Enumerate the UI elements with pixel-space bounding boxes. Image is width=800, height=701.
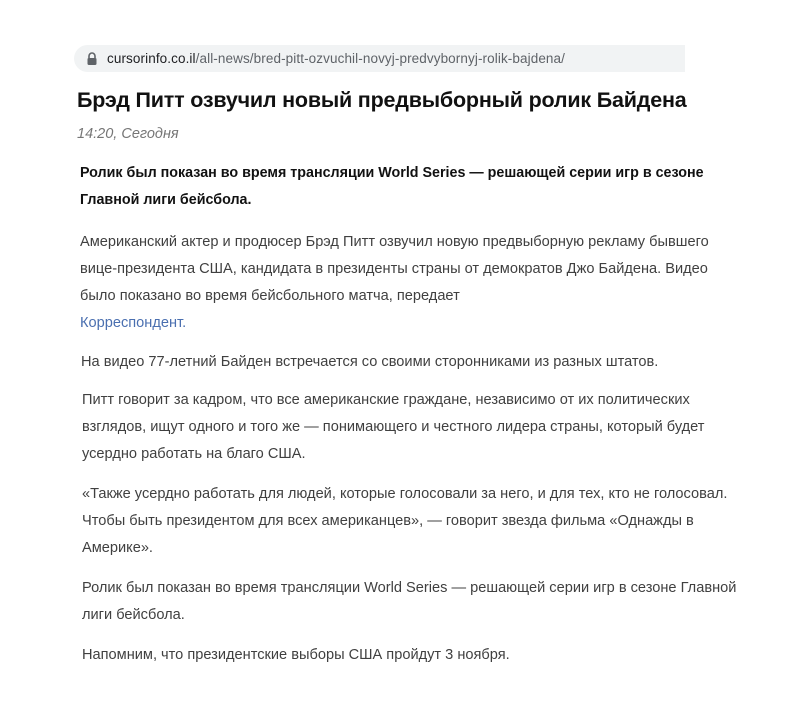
source-link[interactable]: Корреспондент.	[80, 315, 187, 331]
url-path: /all-news/bred-pitt-ozvuchil-novyj-predvybornyj-rolik-bajdena/	[195, 51, 565, 66]
article-lead: Ролик был показан во время трансляции World Series — решающей серии игр в сезоне Главной лиги бейсбола.	[80, 165, 704, 208]
article-paragraph-2: На видео 77-летний Байден встречается со своими сторонниками из разных штатов.	[81, 354, 659, 370]
article-paragraph-5: Ролик был показан во время трансляции World Series — решающей серии игр в сезоне Главной лиги бейсбола.	[82, 580, 737, 623]
article-paragraph-1	[80, 229, 740, 337]
lock-icon[interactable]	[86, 52, 98, 66]
article-paragraph-4: «Также усердно работать для людей, которые голосовали за него, и для тех, кто не голосовал. Чтобы быть президентом для всех американцев», — говорит звезда фильма «Однажды в Америке».	[82, 486, 728, 556]
article-paragraph-6: Напомним, что президентские выборы США пройдут 3 ноября.	[82, 647, 510, 663]
article-title: Брэд Питт озвучил новый предвыборный ролик Байдена	[77, 88, 687, 112]
article-timestamp: 14:20, Сегодня	[77, 126, 179, 142]
paragraph-1-text: Американский актер и продюсер Брэд Питт озвучил новую предвыборную рекламу бывшего вице-президента США, кандидата в президенты страны от демократов Джо Байдена. Видео было показано во время бейсбольного матча, передает	[80, 234, 709, 304]
address-bar[interactable]	[74, 45, 685, 72]
url-host: cursorinfo.co.il	[107, 51, 196, 66]
article-paragraph-3: Питт говорит за кадром, что все американские граждане, независимо от их политических взглядов, ищут одного и того же — понимающего и честного лидера страны, который будет усердно работать на благо США.	[82, 392, 705, 462]
url-text[interactable]	[107, 51, 565, 66]
